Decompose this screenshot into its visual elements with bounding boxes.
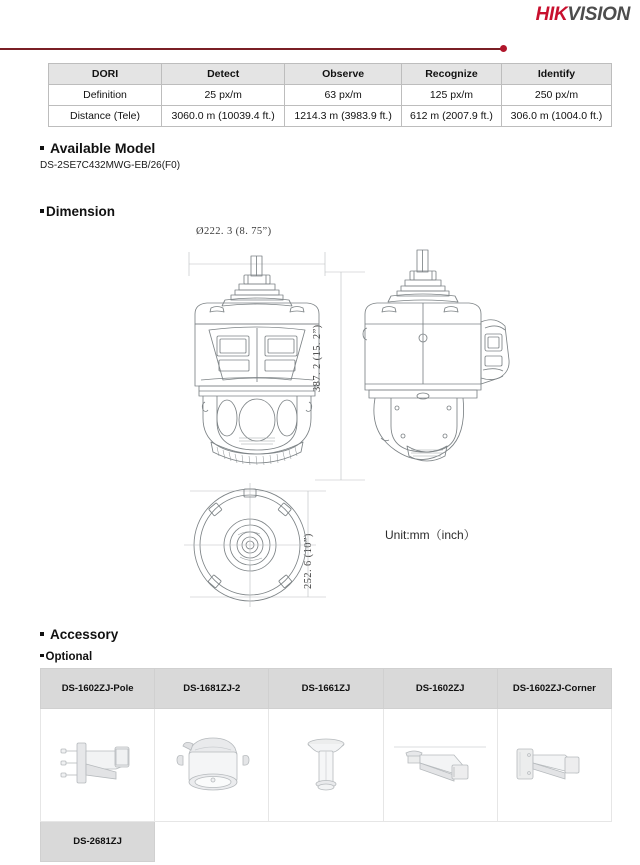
dori-cell: 250 px/m: [501, 85, 611, 106]
accessory-image-cell: [383, 709, 497, 822]
corner-mount-bracket-icon: [509, 735, 599, 795]
divider-dot-icon: [500, 45, 507, 52]
bullet-square-icon: [40, 209, 44, 213]
base-dimension-label: 252. 6 (10”): [303, 533, 314, 589]
dori-row-label: Distance (Tele): [49, 106, 162, 127]
bullet-square-icon: [40, 632, 44, 636]
pendant-mount-icon: [296, 730, 356, 800]
accessory-header-cell: DS-1681ZJ-2: [155, 669, 269, 709]
diameter-dimension-label: Ø222. 3 (8. 75”): [196, 226, 272, 237]
accessory-image-cell: [497, 709, 611, 822]
dori-header-cell: Observe: [285, 64, 402, 85]
dori-cell: 25 px/m: [162, 85, 285, 106]
camera-front-view-drawing: [165, 242, 365, 492]
logo-vision-text: VISION: [567, 4, 630, 25]
header-divider: [0, 44, 640, 54]
dori-header-cell: DORI: [49, 64, 162, 85]
dori-row-label: Definition: [49, 85, 162, 106]
dori-header-cell: Detect: [162, 64, 285, 85]
dori-header-cell: Recognize: [401, 64, 501, 85]
height-dimension-label: 387. 2 (15. 2”): [312, 324, 323, 392]
accessory-heading: [40, 627, 118, 642]
bullet-square-icon: [40, 654, 44, 658]
accessory-footer-row: [41, 822, 612, 862]
accessory-image-cell: [155, 709, 269, 822]
accessory-header-cell: DS-1661ZJ: [269, 669, 383, 709]
hikvision-logo: [536, 4, 630, 26]
optional-subheading: [40, 651, 92, 663]
accessory-header-row: [41, 669, 612, 709]
accessory-image-row: [41, 709, 612, 822]
accessory-image-cell: [269, 709, 383, 822]
dori-row-definition: [49, 85, 612, 106]
accessory-footer-blank-cell: [269, 822, 383, 862]
junction-box-icon: [169, 730, 255, 800]
available-model-heading-label: Available Model: [50, 140, 156, 156]
bullet-square-icon: [40, 146, 44, 150]
divider-line: [0, 48, 502, 50]
dori-cell: 63 px/m: [285, 85, 402, 106]
accessory-footer-blank-cell: [383, 822, 497, 862]
unit-note: Unit:mm（inch）: [385, 528, 476, 542]
logo-hik-text: HIK: [535, 4, 568, 25]
accessory-footer-blank-cell: [155, 822, 269, 862]
camera-top-view-drawing: [180, 477, 340, 617]
wall-mount-bracket-icon: [390, 735, 490, 795]
available-model-heading: [40, 140, 155, 156]
dori-header-row: [49, 64, 612, 85]
accessory-footer-cell: DS-2681ZJ: [41, 822, 155, 862]
accessory-table: [40, 668, 612, 862]
accessory-footer-blank-cell: [497, 822, 611, 862]
dimension-heading-label: Dimension: [46, 204, 116, 219]
dori-cell: 3060.0 m (10039.4 ft.): [162, 106, 285, 127]
accessory-header-cell: DS-1602ZJ-Corner: [497, 669, 611, 709]
dori-cell: 612 m (2007.9 ft.): [401, 106, 501, 127]
dori-table: [48, 63, 612, 127]
accessory-image-cell: [41, 709, 155, 822]
dori-cell: 1214.3 m (3983.9 ft.): [285, 106, 402, 127]
dori-cell: 306.0 m (1004.0 ft.): [501, 106, 611, 127]
accessory-header-cell: DS-1602ZJ-Pole: [41, 669, 155, 709]
optional-subheading-label: Optional: [45, 651, 93, 663]
accessory-heading-label: Accessory: [50, 627, 119, 642]
camera-side-view-drawing: [345, 242, 525, 492]
dimension-heading: [40, 204, 115, 219]
dori-cell: 125 px/m: [401, 85, 501, 106]
dori-row-distance-tele: [49, 106, 612, 127]
accessory-header-cell: DS-1602ZJ: [383, 669, 497, 709]
pole-mount-bracket-icon: [55, 735, 141, 795]
dori-header-cell: Identify: [501, 64, 611, 85]
model-number: DS-2SE7C432MWG-EB/26(F0): [40, 160, 181, 171]
dimension-drawings: [0, 222, 640, 612]
